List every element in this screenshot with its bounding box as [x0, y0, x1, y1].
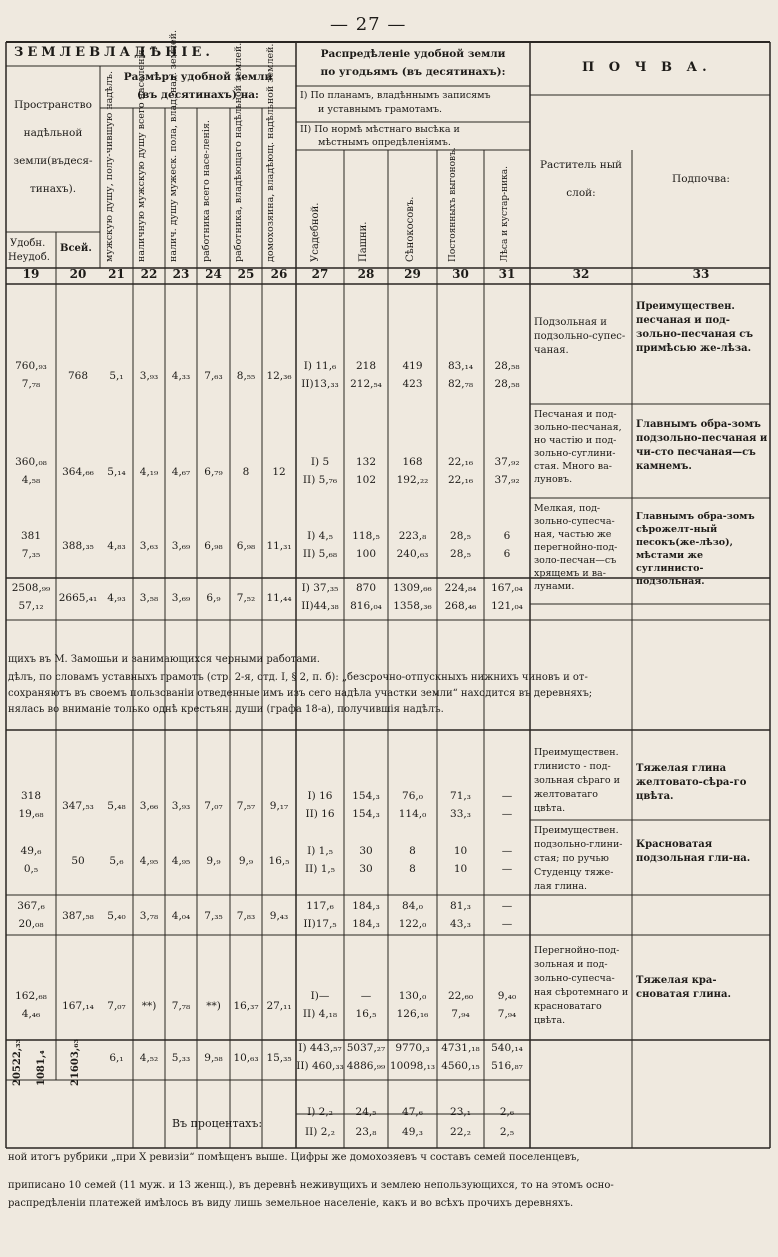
- block2-row-0-neudob: 19,₆₈: [18, 808, 44, 820]
- block1-row-2-c21: 4,₈₃: [107, 540, 126, 552]
- block2-row-3-vsego: 167,₁₄: [62, 1000, 94, 1012]
- block1-row-0-udobn: 760,₉₃: [15, 360, 47, 372]
- total1-row-c23: 3,₆₉: [171, 592, 191, 604]
- block1-row-2-c27-I: I) 4,₅: [307, 530, 333, 542]
- block2-row-0-c30-I: 71,₃: [450, 790, 471, 802]
- header-vsego: Всей.: [60, 243, 92, 254]
- ugodya-les-label: Лѣса и кустар-ника.: [500, 165, 510, 262]
- block2-row-3-udobn: 162,₆₈: [15, 990, 47, 1002]
- soil1-pod-0: Преимуществен. песчаная и под-зольно-песчаная съ примѣсью же-лѣза.: [636, 301, 754, 354]
- note-mid-2: сохраняютъ въ своемъ пользованіи отведенные имъ изъ сего надѣла участки земли“ находится въ деревняхъ;: [8, 688, 593, 699]
- total1-row-c25: 7,₅₂: [236, 592, 256, 604]
- block2-row-1-c23: 4,₉₅: [171, 855, 191, 867]
- block2-row-0-c31-II: —: [501, 808, 513, 820]
- block1-row-2-c23: 3,₆₉: [171, 540, 191, 552]
- block2-row-2-c28-II: 184,₃: [352, 918, 380, 930]
- col-num-31: 31: [498, 267, 516, 281]
- header-raspred-2: по угодьямъ (въ десятинахъ):: [320, 66, 506, 78]
- block1-row-1-c28-II: 102: [355, 474, 377, 486]
- block2-row-2-neudob: 20,₀₈: [18, 918, 44, 930]
- soil1-rast-2: Мелкая, под-зольно-супесча-ная, частью же перегнойно-под-золо-песчан—съ хрящемъ и ва-лунами.: [534, 503, 618, 592]
- percent-c31-II: 2,₅: [499, 1126, 515, 1138]
- block2-row-1-c22: 4,₉₅: [139, 855, 159, 867]
- block2-row-0-c28-I: 154,₃: [352, 790, 380, 802]
- block1-row-1-c30-II: 22,₁₆: [447, 474, 474, 486]
- soil1-pod-1: Главнымъ обра-зомъ подзольно-песчаная и чи-сто песчаная—съ камнемъ.: [636, 419, 768, 472]
- grand-total-row-c24: 9,₅₈: [204, 1052, 223, 1064]
- header-prostranstvo-1: Пространство: [14, 99, 92, 111]
- note-bottom-0: ной итогъ рубрики „при Х ревизіи“ помѣщенъ выше. Цифры же домохозяевъ ч составъ семей поселенцевъ,: [8, 1152, 580, 1163]
- total1-row-c29-II: 1358,₃₆: [393, 600, 432, 612]
- block1-row-1-c31-I: 37,₉₂: [494, 456, 520, 468]
- soil1-pod-2: Главнымъ обра-зомъ сѣрожелт-ный песокъ(же-лѣзо), мѣстами же суглинисто-подзольная.: [636, 511, 755, 587]
- col-num-30: 30: [452, 267, 469, 281]
- block2-row-1-neudob: 0,₅: [23, 863, 39, 875]
- block2-row-2-c21: 5,₄₀: [107, 910, 126, 922]
- block1-row-2-c29-II: 240,₆₃: [396, 548, 429, 560]
- block1-row-1-udobn: 360,₀₈: [15, 456, 47, 468]
- col-num-19: 19: [22, 267, 40, 281]
- block1-row-2-c28-I: 118,₅: [352, 530, 380, 542]
- col-num-21: 21: [108, 267, 125, 281]
- block2-row-2-udobn: 367,₆: [17, 900, 45, 912]
- block2-row-0-c23: 3,₉₃: [171, 800, 191, 812]
- block2-row-0-c21: 5,₄₈: [107, 800, 126, 812]
- subcol-25-label: работника, владѣющаго надѣльной землей.: [233, 42, 244, 262]
- block2-row-3-c21: 7,₀₇: [107, 1000, 126, 1012]
- grand-total-row-c27-II: II) 460,₃₃: [296, 1060, 344, 1072]
- percent-c30-II: 22,₂: [450, 1126, 471, 1138]
- block1-row-1-c27-I: I) 5: [310, 456, 330, 468]
- block1-row-1-c25: 8: [242, 466, 250, 478]
- block1-row-2-vsego: 388,₃₅: [62, 540, 94, 552]
- block1-row-0-c28-II: 212,₅₄: [350, 378, 382, 390]
- block2-row-2-c25: 7,₈₃: [236, 910, 256, 922]
- header-raspred-I-2: и уставнымъ грамотамъ.: [318, 104, 443, 115]
- block1-row-0-c30-II: 82,₇₈: [447, 378, 474, 390]
- total1-row-c28-II: 816,₀₄: [350, 600, 382, 612]
- total1-row-c22: 3,₅₈: [139, 592, 159, 604]
- total1-row-c30-I: 224,₈₄: [444, 582, 477, 594]
- header-prostranstvo-4: тинахъ).: [29, 183, 77, 195]
- block1-row-2-c25: 6,₉₈: [236, 540, 256, 552]
- block2-row-3-c30-II: 7,₉₄: [451, 1008, 470, 1020]
- total1-row-c21: 4,₉₃: [107, 592, 126, 604]
- header-raspred-II-2: мѣстнымъ опредѣленіямъ.: [318, 137, 451, 148]
- block2-row-1-c28-II: 30: [359, 863, 373, 875]
- grand-total-row-c25: 10,₆₃: [233, 1052, 259, 1064]
- block2-row-0-c27-I: I) 16: [307, 790, 333, 802]
- col-num-27: 27: [311, 267, 329, 281]
- percent-c28-II: 23,₈: [355, 1126, 377, 1138]
- col-num-24: 24: [205, 267, 222, 281]
- total1-row-c29-I: 1309,₆₆: [393, 582, 432, 594]
- subcol-22-label: наличную мужскую душу всего населенія.: [136, 46, 147, 262]
- block1-row-1-c30-I: 22,₁₆: [447, 456, 474, 468]
- header-prostranstvo-2: надѣльной: [23, 127, 83, 139]
- percent-c31-I: 2,₆: [499, 1106, 515, 1118]
- ugodya-pashni-label: Пашни.: [358, 221, 369, 262]
- block2-row-0-c30-II: 33,₃: [450, 808, 471, 820]
- block2-row-1-c27-II: II) 1,₅: [305, 863, 335, 875]
- total1-row-c28-I: 870: [355, 582, 377, 594]
- header-prostranstvo-3: земли(въдеся-: [13, 155, 93, 167]
- block1-row-2-c30-I: 28,₅: [450, 530, 471, 542]
- percent-c29-I: 47,₆: [402, 1106, 423, 1118]
- soil2-pod-2: Тяжелая кра-сноватая глина.: [636, 975, 731, 1000]
- col-num-33: 33: [692, 267, 710, 281]
- block2-row-1-c28-I: 30: [359, 845, 373, 857]
- note-mid-1: дѣлъ, по словамъ уставныхъ грамотъ (стр. 2-я, отд. I, § 2, п. б): „безсрочно-отпускныхъ нижнихъ чиновъ и от-: [8, 672, 588, 683]
- block1-row-1-c29-I: 168: [402, 456, 423, 468]
- header-zemlevladenie: ЗЕМЛЕВЛАДѢНІЕ.: [14, 45, 214, 60]
- block1-row-0-vsego: 768: [67, 370, 89, 382]
- header-raspred-II-1: II) По нормѣ мѣстнаго высѣка и: [300, 124, 460, 135]
- block1-row-2-c26: 11,₃₁: [266, 540, 292, 552]
- block2-row-1-c29-I: 8: [409, 845, 416, 857]
- block2-row-3-c22: **): [141, 1000, 157, 1012]
- grand-total-row-c28-I: 5037,₂₇: [346, 1042, 386, 1054]
- soil2-pod-1: Красноватая подзольная гли-на.: [636, 839, 751, 864]
- percent-c27-I: I) 2,₂: [307, 1106, 333, 1118]
- block2-row-1-c27-I: I) 1,₅: [307, 845, 333, 857]
- note-bottom-2: распредѣленіи платежей имѣлось въ виду лишь земельное населеніе, какъ и во всѣхъ прочихъ деревняхъ.: [8, 1198, 574, 1209]
- block2-row-3-c25: 16,₃₇: [233, 1000, 259, 1012]
- block2-row-1-udobn: 49,₆: [20, 845, 42, 857]
- total1-row-neudob: 57,₁₂: [18, 600, 44, 612]
- soil2-pod-0: Тяжелая глина желтовато-сѣра-го цвѣта.: [636, 763, 747, 802]
- block2-row-1-c29-II: 8: [409, 863, 416, 875]
- header-rastit-2: слой:: [566, 187, 596, 199]
- block2-row-2-c29-I: 84,₀: [402, 900, 423, 912]
- grand-total-row-neudob: 1081,₄: [36, 1050, 47, 1086]
- col-num-28: 28: [357, 267, 375, 281]
- header-neudob: Неудоб.: [8, 252, 50, 263]
- grand-total-row-c29-II: 10098,₁₃: [389, 1060, 436, 1072]
- grand-total-row-c26: 15,₃₅: [266, 1052, 292, 1064]
- block2-row-3-c28-I: —: [360, 990, 372, 1002]
- soil1-rast-0: Подзольная и подзольно-супес-чаная.: [534, 317, 626, 356]
- ugodya-vygon-label: Постоянныхъ выгоновъ.: [448, 147, 458, 262]
- block1-row-0-c31-I: 28,₅₈: [494, 360, 520, 372]
- total1-row-c24: 6,₉: [206, 592, 221, 604]
- block2-row-0-vsego: 347,₅₃: [62, 800, 94, 812]
- block1-row-0-c24: 7,₆₃: [204, 370, 223, 382]
- block1-row-0-c28-I: 218: [355, 360, 377, 372]
- block1-row-0-neudob: 7,₇₈: [21, 378, 41, 390]
- block2-row-1-c24: 9,₉: [206, 855, 221, 867]
- subcol-26-label: домохозяина, владѣющ. надѣльной землей.: [265, 43, 276, 262]
- total1-row-vsego: 2665,₄₁: [58, 592, 98, 604]
- subcol-24-label: работника всего насе-ленія.: [201, 120, 212, 262]
- grand-total-row-c29-I: 9770,₃: [395, 1042, 430, 1054]
- block2-row-2-c31-I: —: [501, 900, 513, 912]
- block1-row-2-c31-I: 6: [503, 530, 511, 542]
- block1-row-0-c31-II: 28,₅₈: [494, 378, 520, 390]
- block2-row-3-c27-I: I)—: [310, 990, 330, 1002]
- block2-row-0-c26: 9,₁₇: [269, 800, 289, 812]
- block1-row-2-udobn: 381: [20, 530, 42, 542]
- block2-row-1-c30-I: 10: [453, 845, 468, 857]
- block2-row-2-c27-II: II)17,₅: [303, 918, 337, 930]
- soil2-rast-1: Преимуществен. подзольно-глини-стая; по ручью Студенцу тяже-лая глина.: [534, 825, 623, 892]
- block2-row-2-c28-I: 184,₃: [352, 900, 380, 912]
- col-num-22: 22: [140, 267, 158, 281]
- subcol-23-label: налич. душу мужеск. пола, влад. над. землей.: [168, 29, 179, 262]
- block2-row-1-c26: 16,₅: [268, 855, 290, 867]
- block2-row-3-c30-I: 22,₆₀: [447, 990, 474, 1002]
- total1-row-c31-II: 121,₀₄: [491, 600, 523, 612]
- block1-row-2-c22: 3,₆₃: [139, 540, 159, 552]
- header-razmer-2: (въ десятинахъ) на:: [137, 89, 259, 101]
- block2-row-0-c27-II: II) 16: [305, 808, 335, 820]
- total1-row-c31-I: 167,₀₄: [491, 582, 523, 594]
- col-num-20: 20: [69, 267, 87, 281]
- ugodya-senokos-label: Сѣнокосовъ.: [405, 196, 416, 262]
- block1-row-2-c27-II: II) 5,₆₈: [302, 548, 338, 560]
- col-num-26: 26: [270, 267, 288, 281]
- block2-row-1-c21: 5,₆: [109, 855, 124, 867]
- block1-row-2-c29-I: 223,₈: [398, 530, 427, 542]
- block2-row-2-c30-II: 43,₃: [450, 918, 471, 930]
- total1-row-c26: 11,₄₄: [266, 592, 292, 604]
- header-rastit-1: Раститель ный: [539, 159, 623, 171]
- block1-row-2-c24: 6,₉₈: [204, 540, 223, 552]
- grand-total-row-c22: 4,₅₂: [139, 1052, 159, 1064]
- block1-row-0-c25: 8,₅₅: [236, 370, 256, 382]
- total1-row-c27-II: II)44,₃₈: [301, 600, 339, 612]
- block2-row-3-c27-II: II) 4,₁₈: [302, 1008, 338, 1020]
- block2-row-2-c30-I: 81,₃: [450, 900, 471, 912]
- page-number: — 27 —: [330, 14, 407, 35]
- block1-row-2-c28-II: 100: [355, 548, 377, 560]
- header-razmer-1: Размѣръ удобной земли: [123, 71, 273, 83]
- total1-row-c27-I: I) 37,₃₅: [301, 582, 339, 594]
- header-raspred-I-1: I) По планамъ, владѣннымъ записямъ: [300, 90, 491, 101]
- block2-row-2-c24: 7,₃₅: [204, 910, 223, 922]
- total1-row-c30-II: 268,₄₆: [444, 600, 477, 612]
- percent-c30-I: 23,₁: [450, 1106, 471, 1118]
- grand-total-row-vsego: 21603,₆₃: [70, 1038, 81, 1086]
- block2-row-0-c29-II: 114,₀: [398, 808, 427, 820]
- block1-row-0-c29-I: 419: [402, 360, 423, 372]
- total1-row-udobn: 2508,₉₉: [11, 582, 51, 594]
- block1-row-1-c29-II: 192,₂₂: [396, 474, 429, 486]
- col-num-32: 32: [572, 267, 590, 281]
- subcol-21-label: мужскую душу, полу-чившую надѣлъ.: [104, 71, 115, 262]
- grand-total-row-c23: 5,₃₃: [171, 1052, 191, 1064]
- note-mid-0: щихъ въ М. Замошьи и занимающихся черными работами.: [8, 654, 320, 665]
- block2-row-0-c25: 7,₅₇: [236, 800, 256, 812]
- grand-total-row-c31-II: 516,₈₇: [491, 1060, 523, 1072]
- block2-row-3-c31-II: 7,₉₄: [497, 1008, 517, 1020]
- header-pochva: П О Ч В А.: [582, 60, 712, 75]
- block2-row-1-c31-II: —: [501, 863, 513, 875]
- block1-row-1-c22: 4,₁₉: [139, 466, 159, 478]
- block2-row-3-c28-II: 16,₅: [355, 1008, 377, 1020]
- block2-row-3-neudob: 4,₄₆: [21, 1008, 41, 1020]
- block2-row-2-c22: 3,₇₈: [139, 910, 159, 922]
- block1-row-2-neudob: 7,₃₅: [21, 548, 41, 560]
- block2-row-1-c31-I: —: [501, 845, 513, 857]
- block2-row-0-c24: 7,₀₇: [204, 800, 223, 812]
- percent-c29-II: 49,₃: [402, 1126, 423, 1138]
- block2-row-0-c28-II: 154,₃: [352, 808, 380, 820]
- col-num-25: 25: [237, 267, 255, 281]
- block2-row-2-c27-I: 117,₆: [306, 900, 334, 912]
- block1-row-0-c23: 4,₃₃: [171, 370, 191, 382]
- block1-row-0-c30-I: 83,₁₄: [447, 360, 474, 372]
- grand-total-row-c30-II: 4560,₁₅: [441, 1060, 480, 1072]
- grand-total-row-c31-I: 540,₁₄: [491, 1042, 523, 1054]
- block1-row-0-c21: 5,₁: [109, 370, 124, 382]
- block2-row-3-c29-I: 130,₀: [398, 990, 427, 1002]
- grand-total-row-c21: 6,₁: [109, 1052, 124, 1064]
- block2-row-2-c31-II: —: [501, 918, 513, 930]
- soil1-rast-1: Песчаная и под-зольно-песчаная, но частію и под-зольно-суглини-стая. Много ва-луновъ.: [534, 409, 622, 485]
- block1-row-0-c26: 12,₃₆: [266, 370, 292, 382]
- ugodya-usadeb-label: Усадебной.: [310, 202, 321, 262]
- block1-row-0-c27-II: II)13,₃₃: [301, 378, 339, 390]
- block1-row-1-neudob: 4,₅₈: [21, 474, 41, 486]
- soil2-rast-2: Перегнойно-под-зольная и под-зольно-супесча-ная сѣротемнаго и красноватаго цвѣта.: [534, 945, 629, 1026]
- block2-row-2-vsego: 387,₅₈: [62, 910, 94, 922]
- block1-row-1-vsego: 364,₆₆: [62, 466, 94, 478]
- soil2-rast-0: Преимуществен. глинисто - под-зольная сѣраго и желтоватаго цвѣта.: [534, 747, 620, 814]
- block1-row-0-c29-II: 423: [402, 378, 423, 390]
- block2-row-1-c30-II: 10: [453, 863, 468, 875]
- block2-row-3-c23: 7,₇₈: [171, 1000, 191, 1012]
- percent-c27-II: II) 2,₂: [305, 1126, 335, 1138]
- block2-row-1-c25: 9,₉: [238, 855, 254, 867]
- note-mid-3: нялась во вниманіе только однѣ крестьян. души (графа 18-а), получившія надѣлъ.: [8, 704, 444, 715]
- block1-row-1-c21: 5,₁₄: [107, 466, 126, 478]
- header-podpochva: Подпочва:: [672, 173, 730, 185]
- grand-total-row-c30-I: 4731,₁₈: [441, 1042, 480, 1054]
- header-udobn: Удобн.: [10, 238, 46, 249]
- percent-c28-I: 24,₅: [355, 1106, 377, 1118]
- block2-row-0-c31-I: —: [501, 790, 513, 802]
- block2-row-3-c24: **): [206, 1000, 221, 1012]
- block2-row-3-c31-I: 9,₄₀: [497, 990, 517, 1002]
- block1-row-1-c26: 12: [272, 466, 286, 478]
- block1-row-2-c30-II: 28,₅: [450, 548, 471, 560]
- block2-row-1-vsego: 50: [71, 855, 85, 867]
- block2-row-0-c29-I: 76,₀: [402, 790, 423, 802]
- block1-row-1-c27-II: II) 5,₇₆: [302, 474, 338, 486]
- col-num-29: 29: [404, 267, 421, 281]
- block2-row-2-c23: 4,₀₄: [171, 910, 191, 922]
- header-raspred-1: Распредѣленіе удобной земли: [320, 48, 506, 60]
- grand-total-row-udobn: 20522,₃₃: [12, 1038, 23, 1086]
- block1-row-1-c28-I: 132: [355, 456, 377, 468]
- block1-row-1-c23: 4,₆₇: [171, 466, 191, 478]
- col-num-23: 23: [172, 267, 190, 281]
- block2-row-3-c29-II: 126,₁₆: [396, 1008, 429, 1020]
- block2-row-0-udobn: 318: [20, 790, 42, 802]
- block2-row-0-c22: 3,₆₆: [139, 800, 159, 812]
- block1-row-1-c24: 6,₇₉: [204, 466, 223, 478]
- grand-total-row-c27-I: I) 443,₅₇: [298, 1042, 342, 1054]
- grand-total-row-c28-II: 4886,₉₉: [346, 1060, 386, 1072]
- block2-row-2-c29-II: 122,₀: [398, 918, 427, 930]
- block1-row-0-c22: 3,₉₃: [139, 370, 159, 382]
- block1-row-2-c31-II: 6: [503, 548, 511, 560]
- block1-row-0-c27-I: I) 11,₆: [303, 360, 337, 372]
- note-bottom-1: приписано 10 семей (11 муж. и 13 женщ.), въ деревнѣ неживущихъ и землею непользующихся, то на этомъ осно-: [8, 1180, 614, 1191]
- block2-row-3-c26: 27,₁₁: [266, 1000, 292, 1012]
- percent-label: Въ процентахъ:: [172, 1117, 263, 1130]
- block1-row-1-c31-II: 37,₉₂: [494, 474, 520, 486]
- block2-row-2-c26: 9,₄₃: [269, 910, 289, 922]
